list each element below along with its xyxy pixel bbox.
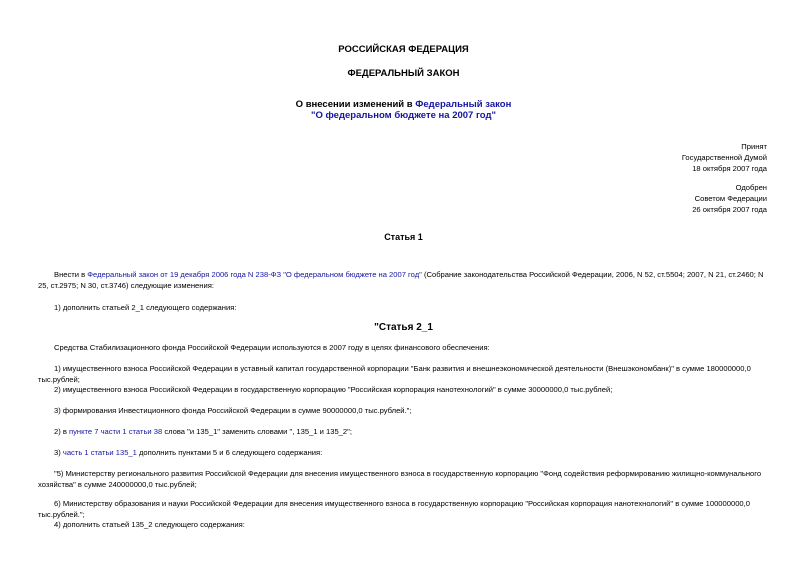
article-1-intro	[38, 269, 768, 291]
document-type-heading: ФЕДЕРАЛЬНЫЙ ЗАКОН	[347, 68, 460, 79]
article-2-1-heading: "Статья 2_1	[374, 322, 433, 333]
country-heading: РОССИЙСКАЯ ФЕДЕРАЦИЯ	[338, 44, 469, 55]
law-title-prefix: О внесении изменений в	[295, 99, 416, 110]
budget-law-2007-link[interactable]: Федеральный закон от 19 декабря 2006 года N 238-ФЗ "О федеральном бюджете на 2007 год"	[87, 270, 422, 279]
adoption-date: 18 октября 2007 года	[692, 164, 767, 173]
law-title-line2[interactable]	[0, 110, 807, 122]
adoption-block	[682, 141, 767, 174]
federal-law-link[interactable]: Федеральный закон	[415, 99, 512, 110]
amendment-item-3	[38, 447, 768, 458]
approval-date: 26 октября 2007 года	[692, 205, 767, 214]
list-item-housing-fund: "5) Министерству регионального развития Российской Федерации для внесения имущественного взноса в государственную корпорацию "Фонд содействия реформированию жилищно-коммунального хозяйства" в сумме 240000000,0 тыс.рублей;	[38, 469, 762, 489]
list-item-rusnano: 2) имущественного взноса Российской Федерации в государственную корпорацию "Российская корпорация нанотехнологий" в сумме 30000000,0 тыс.рублей;	[54, 385, 613, 394]
list-item-veb: 1) имущественного взноса Российской Федерации в уставный капитал государственной корпорации "Банк развития и внешнеэкономической деятельности (Внешэкономбанк)" в сумме 180000000,0 тыс.рублей;	[38, 364, 751, 384]
amendment-2-prefix: 2) в	[54, 427, 70, 436]
adoption-label: Принят	[741, 142, 767, 151]
intro-prefix: Внести в	[54, 270, 88, 279]
approval-block	[692, 182, 767, 215]
adoption-body: Государственной Думой	[681, 153, 767, 162]
amendment-2-suffix: слова "и 135_1" заменить словами ", 135_1 и 135_2";	[162, 427, 352, 436]
approval-label: Одобрен	[735, 183, 767, 192]
budget-law-title-link[interactable]: "О федеральном бюджете на 2007 год"	[310, 110, 497, 121]
intro-suffix: (Собрание законодательства Российской Федерации, 2006, N 52, ст.5504; 2007, N 21, ст.2460; N 25, ст.2975; N 30, ст.3746) следующие изменения:	[38, 270, 764, 290]
article-1-heading: Статья 1	[384, 232, 423, 242]
amendment-3-prefix: 3)	[54, 448, 63, 457]
amendment-item-4: 4) дополнить статьей 135_2 следующего содержания:	[54, 520, 245, 529]
amendment-3-suffix: дополнить пунктами 5 и 6 следующего содержания:	[136, 448, 323, 457]
article-135-1-link[interactable]: часть 1 статьи 135_1	[62, 448, 137, 457]
item-1-text: 1) дополнить статьей 2_1 следующего содержания:	[54, 303, 237, 312]
article-38-link[interactable]: пункте 7 части 1 статьи 38	[69, 427, 163, 436]
stabilization-fund-text: Средства Стабилизационного фонда Российской Федерации используются в 2007 году в целях финансового обеспечения:	[54, 343, 490, 352]
list-item-education-ministry: 6) Министерству образования и науки Российской Федерации для внесения имущественного взноса в государственную корпорацию "Российская корпорация нанотехнологий" в сумме 100000000,0 тыс.рублей.";	[38, 499, 750, 519]
amendment-item-2	[38, 426, 768, 437]
list-item-investment-fund: 3) формирования Инвестиционного фонда Российской Федерации в сумме 90000000,0 тыс.рублей.";	[54, 406, 412, 415]
approval-body: Советом Федерации	[694, 194, 767, 203]
